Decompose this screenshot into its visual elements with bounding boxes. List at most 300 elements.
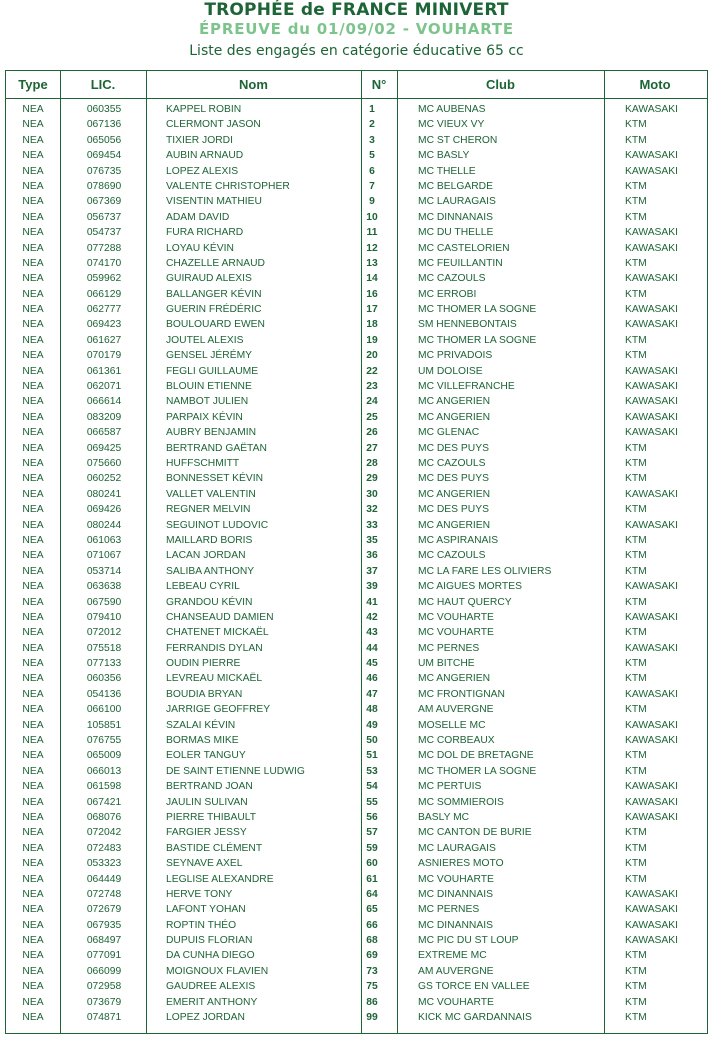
moto-cell: KTM [625,627,647,639]
table-row [6,579,707,594]
number-cell: 35 [366,534,378,546]
licence-cell: 066129 [86,288,122,300]
number-cell: 19 [366,334,378,346]
type-cell: NEA [22,611,44,623]
moto-cell: KAWASAKI [625,642,679,654]
name-cell: CHAZELLE ARNAUD [166,257,265,269]
licence-cell: 060252 [86,473,122,485]
name-cell: CHANSEAUD DAMIEN [166,611,274,623]
table-row [6,379,707,394]
type-cell: NEA [22,180,44,192]
name-cell: LOPEZ JORDAN [166,1012,245,1024]
name-cell: BLOUIN ETIENNE [166,381,252,393]
table-row [6,918,707,933]
licence-cell: 080241 [86,488,122,500]
moto-cell: KAWASAKI [625,719,679,731]
number-cell: 73 [366,965,378,977]
moto-cell: KAWASAKI [625,381,679,393]
name-cell: EMERIT ANTHONY [166,996,258,1008]
club-cell: MC BELGARDE [418,180,493,192]
number-cell: 44 [366,642,378,654]
name-cell: VALLET VALENTIN [166,488,256,500]
type-cell: NEA [22,858,44,870]
type-cell: NEA [22,442,44,454]
number-cell: 12 [366,242,378,254]
type-cell: NEA [22,319,44,331]
name-cell: GENSEL JÉRÉMY [166,350,253,362]
type-cell: NEA [22,165,44,177]
number-cell: 30 [366,488,378,500]
type-cell: NEA [22,735,44,747]
club-cell: MC DINANNAIS [418,919,493,931]
licence-cell: 066614 [86,396,122,408]
licence-cell: 060355 [86,104,122,115]
club-cell: MC CANTON DE BURIE [418,827,532,839]
name-cell: FURA RICHARD [166,227,244,239]
table-row [6,518,707,533]
table-row [6,410,707,425]
moto-cell: KTM [625,950,647,962]
event-line: ÉPREUVE du 01/09/02 - VOUHARTE [199,20,514,38]
club-cell: MC DES PUYS [418,442,489,454]
moto-cell: KTM [625,965,647,977]
table-row [6,225,707,240]
licence-cell: 066099 [86,965,122,977]
type-cell: NEA [22,719,44,731]
club-cell: MC PIC DU ST LOUP [418,935,519,947]
club-cell: MC DOL DE BRETAGNE [418,750,534,762]
club-cell: MC PRIVADOIS [418,350,493,362]
type-cell: NEA [22,781,44,793]
column-header-moto: Moto [639,77,671,92]
table-row [6,995,707,1010]
name-cell: JOUTEL ALEXIS [166,334,244,346]
moto-cell: KTM [625,842,647,854]
club-cell: MC VOUHARTE [418,873,494,885]
document-subtitle: Liste des engagés en catégorie éducative 65 cc [189,43,524,59]
licence-cell: 062777 [86,304,122,316]
name-cell: KAPPEL ROBIN [166,104,242,115]
club-cell: MC BASLY [418,150,470,162]
type-cell: NEA [22,688,44,700]
club-cell: MOSELLE MC [418,719,486,731]
table-row [6,795,707,810]
type-cell: NEA [22,811,44,823]
club-cell: AM AUVERGNE [418,704,494,716]
type-cell: NEA [22,765,44,777]
number-cell: 14 [366,273,378,285]
licence-cell: 074871 [86,1012,122,1024]
moto-cell: KAWASAKI [625,273,679,285]
moto-cell: KTM [625,119,647,131]
licence-cell: 067369 [86,196,122,208]
licence-cell: 072012 [86,627,122,639]
moto-cell: KTM [625,196,647,208]
table-row [6,610,707,625]
number-cell: 41 [366,596,378,608]
name-cell: CHATENET MICKAËL [166,627,269,639]
table-row [6,841,707,856]
type-cell: NEA [22,565,44,577]
name-cell: JARRIGE GEOFFREY [166,704,271,716]
name-cell: ADAM DAVID [166,211,230,223]
table-row [6,887,707,902]
club-cell: MC DINNANAIS [418,211,493,223]
club-cell: MC CAZOULS [418,457,486,469]
moto-cell: KTM [625,1012,647,1024]
name-cell: OUDIN PIERRE [166,658,241,670]
type-cell: NEA [22,288,44,300]
name-cell: REGNER MELVIN [166,504,251,516]
moto-cell: KTM [625,473,647,485]
number-cell: 50 [366,735,378,747]
name-cell: AUBRY BENJAMIN [166,427,257,439]
club-cell: MC THOMER LA SOGNE [418,334,537,346]
number-cell: 43 [366,627,378,639]
moto-cell: KAWASAKI [625,488,679,500]
type-cell: NEA [22,396,44,408]
licence-cell: 068497 [86,935,122,947]
club-cell: MC THELLE [418,165,476,177]
table-row [6,179,707,194]
type-cell: NEA [22,273,44,285]
licence-cell: 067421 [86,796,122,808]
column-header-name: Nom [239,77,268,92]
licence-cell: 065056 [86,134,122,146]
table-row [6,271,707,286]
type-cell: NEA [22,350,44,362]
table-row [6,764,707,779]
type-cell: NEA [22,750,44,762]
table-row [6,117,707,132]
number-cell: 42 [366,611,378,623]
table-row [6,564,707,579]
club-cell: MC DINANNAIS [418,888,493,900]
name-cell: LEVREAU MICKAËL [166,673,263,685]
number-cell: 18 [366,319,378,331]
name-cell: GUIRAUD ALEXIS [166,273,252,285]
type-cell: NEA [22,381,44,393]
licence-cell: 072483 [86,842,122,854]
licence-cell: 078690 [86,180,122,192]
name-cell: DA CUNHA DIEGO [166,950,255,962]
licence-cell: 059962 [86,273,122,285]
name-cell: AUBIN ARNAUD [166,150,244,162]
type-cell: NEA [22,242,44,254]
licence-cell: 076755 [86,735,122,747]
club-cell: MC VOUHARTE [418,996,494,1008]
club-cell: UM BITCHE [418,658,475,670]
type-cell: NEA [22,796,44,808]
number-cell: 10 [366,211,378,223]
club-cell: MC AUBENAS [418,104,486,115]
club-cell: MC CASTELORIEN [418,242,510,254]
club-cell: MC ANGERIEN [418,673,491,685]
licence-cell: 080244 [86,519,122,531]
licence-cell: 074170 [86,257,122,269]
type-cell: NEA [22,935,44,947]
moto-cell: KAWASAKI [625,611,679,623]
table-row [6,872,707,887]
moto-cell: KAWASAKI [625,811,679,823]
table-row [6,702,707,717]
document-title: TROPHÉE de FRANCE MINIVERT [204,0,509,20]
club-cell: MC LAURAGAIS [418,842,496,854]
name-cell: SEGUINOT LUDOVIC [166,519,269,531]
number-cell: 13 [366,257,378,269]
licence-cell: 072748 [86,888,122,900]
moto-cell: KTM [625,750,647,762]
licence-cell: 054737 [86,227,122,239]
name-cell: GUERIN FRÉDÉRIC [166,304,262,316]
name-cell: DE SAINT ETIENNE LUDWIG [166,765,305,777]
club-cell: EXTREME MC [418,950,487,962]
name-cell: PIERRE THIBAULT [166,811,257,823]
licence-cell: 076735 [86,165,122,177]
moto-cell: KTM [625,211,647,223]
table-row [6,979,707,994]
type-cell: NEA [22,150,44,162]
entries-table [5,70,708,1034]
table-row [6,194,707,209]
club-cell: MC LA FARE LES OLIVIERS [418,565,552,577]
number-cell: 51 [366,750,378,762]
name-cell: BERTRAND JOAN [166,781,253,793]
type-cell: NEA [22,334,44,346]
club-cell: MC ANGERIEN [418,411,491,423]
table-row [6,810,707,825]
licence-cell: 077091 [86,950,122,962]
licence-cell: 064449 [86,873,122,885]
moto-cell: KTM [625,180,647,192]
club-cell: MC CAZOULS [418,273,486,285]
licence-cell: 073679 [86,996,122,1008]
number-cell: 23 [366,381,378,393]
moto-cell: KAWASAKI [625,319,679,331]
moto-cell: KTM [625,334,647,346]
table-row [6,394,707,409]
licence-cell: 062071 [86,381,122,393]
table-row [6,964,707,979]
moto-cell: KTM [625,996,647,1008]
number-cell: 29 [366,473,378,485]
moto-cell: KAWASAKI [625,104,679,115]
licence-cell: 083209 [86,411,122,423]
licence-cell: 061627 [86,334,122,346]
club-cell: MC VIEUX VY [418,119,485,131]
table-row [6,656,707,671]
name-cell: FARGIER JESSY [166,827,247,839]
moto-cell: KTM [625,534,647,546]
number-cell: 57 [366,827,378,839]
table-row [6,779,707,794]
licence-cell: 061598 [86,781,122,793]
table-row [6,671,707,686]
table-row [6,148,707,163]
table-row [6,902,707,917]
club-cell: GS TORCE EN VALLEE [418,981,530,993]
table-row [6,441,707,456]
number-cell: 65 [366,904,378,916]
club-cell: MC VILLEFRANCHE [418,381,515,393]
name-cell: ROPTIN THÉO [166,919,237,931]
licence-cell: 077288 [86,242,122,254]
moto-cell: KAWASAKI [625,227,679,239]
moto-cell: KTM [625,765,647,777]
number-cell: 69 [366,950,378,962]
table-row [6,748,707,763]
name-cell: BOULOUARD EWEN [166,319,265,331]
moto-cell: KAWASAKI [625,396,679,408]
type-cell: NEA [22,550,44,562]
name-cell: GAUDREE ALEXIS [166,981,256,993]
moto-cell: KTM [625,658,647,670]
name-cell: TIXIER JORDI [166,134,233,146]
type-cell: NEA [22,658,44,670]
number-cell: 61 [366,873,378,885]
club-cell: MC DU THELLE [418,227,494,239]
name-cell: FERRANDIS DYLAN [166,642,263,654]
club-cell: MC FEUILLANTIN [418,257,503,269]
licence-cell: 105851 [86,719,122,731]
number-cell: 47 [366,688,378,700]
moto-cell: KAWASAKI [625,735,679,747]
moto-cell: KTM [625,134,647,146]
name-cell: FEGLI GUILLAUME [166,365,259,377]
number-cell: 22 [366,365,378,377]
licence-cell: 072042 [86,827,122,839]
moto-cell: KTM [625,673,647,685]
number-cell: 3 [369,134,375,146]
licence-cell: 061063 [86,534,122,546]
name-cell: LAFONT YOHAN [166,904,246,916]
number-cell: 7 [369,180,375,192]
table-row [6,856,707,871]
name-cell: HERVE TONY [166,888,233,900]
name-cell: MOIGNOUX FLAVIEN [166,965,269,977]
number-cell: 28 [366,457,378,469]
club-cell: ASNIERES MOTO [418,858,504,870]
club-cell: MC PERNES [418,642,480,654]
name-cell: DUPUIS FLORIAN [166,935,253,947]
club-cell: MC DES PUYS [418,504,489,516]
table-row [6,933,707,948]
club-cell: MC DES PUYS [418,473,489,485]
table-row [6,948,707,963]
licence-cell: 068076 [86,811,122,823]
number-cell: 55 [366,796,378,808]
type-cell: NEA [22,581,44,593]
club-cell: MC SOMMIEROIS [418,796,504,808]
club-cell: MC ANGERIEN [418,488,491,500]
number-cell: 16 [366,288,378,300]
type-cell: NEA [22,627,44,639]
type-cell: NEA [22,104,44,115]
club-cell: MC CAZOULS [418,550,486,562]
type-cell: NEA [22,304,44,316]
column-header-licence: LIC. [90,77,116,92]
table-row [6,471,707,486]
type-cell: NEA [22,965,44,977]
number-cell: 66 [366,919,378,931]
name-cell: VALENTE CHRISTOPHER [166,180,290,192]
name-cell: LEGLISE ALEXANDRE [166,873,274,885]
club-cell: MC FRONTIGNAN [418,688,505,700]
licence-cell: 053714 [86,565,122,577]
number-cell: 37 [366,565,378,577]
club-cell: KICK MC GARDANNAIS [418,1012,532,1024]
licence-cell: 066100 [86,704,122,716]
table-row [6,687,707,702]
moto-cell: KTM [625,442,647,454]
type-cell: NEA [22,227,44,239]
club-cell: MC CORBEAUX [418,735,495,747]
type-cell: NEA [22,534,44,546]
moto-cell: KAWASAKI [625,242,679,254]
club-cell: MC VOUHARTE [418,627,494,639]
moto-cell: KTM [625,288,647,300]
licence-cell: 069425 [86,442,122,454]
moto-cell: KAWASAKI [625,796,679,808]
type-cell: NEA [22,596,44,608]
number-cell: 86 [366,996,378,1008]
number-cell: 26 [366,427,378,439]
table-row [6,241,707,256]
club-cell: MC THOMER LA SOGNE [418,304,537,316]
type-cell: NEA [22,488,44,500]
number-cell: 6 [369,165,375,177]
number-cell: 56 [366,811,378,823]
table-row [6,425,707,440]
table-row [6,641,707,656]
moto-cell: KAWASAKI [625,519,679,531]
column-header-club: Club [486,77,515,92]
column-header-type: Type [18,77,48,92]
number-cell: 32 [366,504,378,516]
name-cell: HUFFSCHMITT [166,457,240,469]
moto-cell: KTM [625,858,647,870]
number-cell: 5 [369,150,375,162]
club-cell: AM AUVERGNE [418,965,494,977]
number-cell: 36 [366,550,378,562]
table-row [6,456,707,471]
name-cell: JAULIN SULIVAN [166,796,248,808]
club-cell: MC ANGERIEN [418,519,491,531]
name-cell: BASTIDE CLÉMENT [166,842,263,854]
licence-cell: 063638 [86,581,122,593]
licence-cell: 069423 [86,319,122,331]
number-cell: 39 [366,581,378,593]
table-row [6,718,707,733]
moto-cell: KAWASAKI [625,935,679,947]
type-cell: NEA [22,904,44,916]
type-cell: NEA [22,919,44,931]
name-cell: BOUDIA BRYAN [166,688,243,700]
licence-cell: 067935 [86,919,122,931]
name-cell: LACAN JORDAN [166,550,246,562]
moto-cell: KAWASAKI [625,919,679,931]
table-row [6,364,707,379]
number-cell: 75 [366,981,378,993]
club-cell: MC VOUHARTE [418,611,494,623]
moto-cell: KTM [625,350,647,362]
number-cell: 20 [366,350,378,362]
club-cell: MC ST CHERON [418,134,498,146]
name-cell: CLERMONT JASON [166,119,261,131]
type-cell: NEA [22,1012,44,1024]
table-row [6,1010,707,1025]
moto-cell: KAWASAKI [625,365,679,377]
